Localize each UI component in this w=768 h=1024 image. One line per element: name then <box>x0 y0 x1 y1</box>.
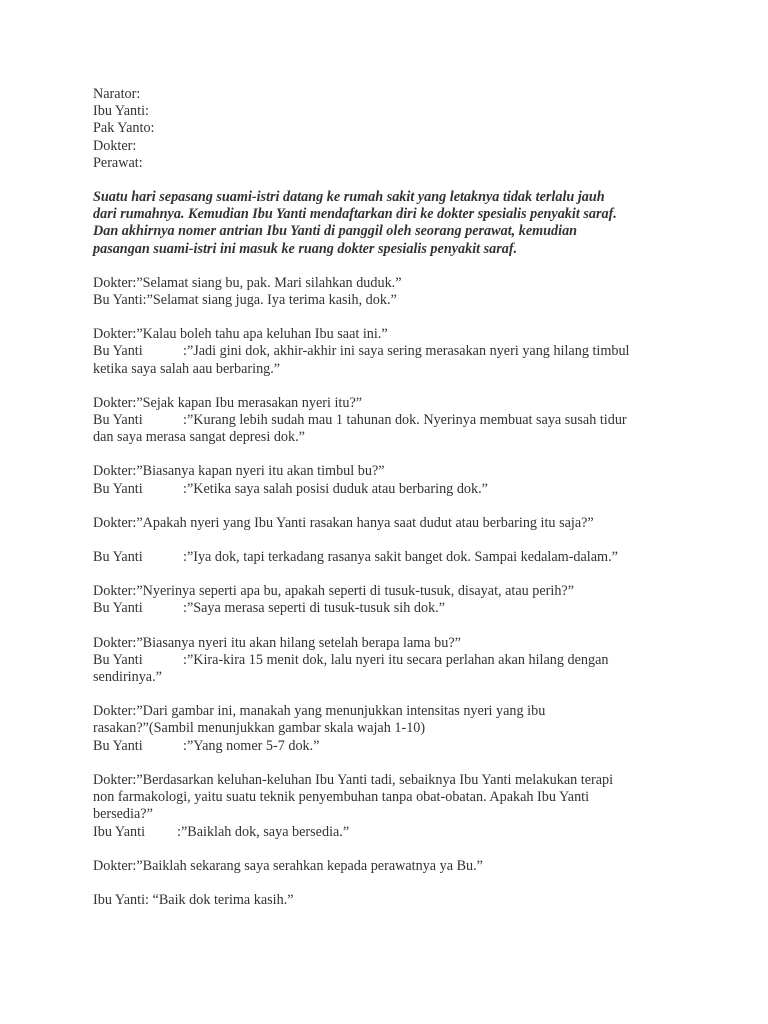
intro-line: dari rumahnya. Kemudian Ibu Yanti mendaftarkan diri ke dokter spesialis penyakit saraf. <box>93 206 617 223</box>
cast-list <box>93 86 683 172</box>
speaker-label: Bu Yanti <box>93 549 143 566</box>
dialog-block <box>93 326 683 378</box>
dialog-block <box>93 275 683 309</box>
speech-text: :”Jadi gini dok, akhir-akhir ini saya sering merasakan nyeri yang hilang timbul <box>183 343 630 360</box>
dialog-block <box>93 549 683 566</box>
cast-item: Perawat: <box>93 154 143 171</box>
dialog-line: rasakan?”(Sambil menunjukkan gambar skala wajah 1-10) <box>93 720 426 737</box>
dialog-line: Dokter:”Sejak kapan Ibu merasakan nyeri itu?” <box>93 394 363 411</box>
speaker-label: Bu Yanti <box>93 737 143 754</box>
dialog-line: dan saya merasa sangat depresi dok.” <box>93 429 305 446</box>
document-page <box>93 86 683 909</box>
dialog-line: Ibu Yanti: “Baik dok terima kasih.” <box>93 891 294 908</box>
speaker-label: Bu Yanti <box>93 412 143 429</box>
dialog-line: Dokter:”Kalau boleh tahu apa keluhan Ibu saat ini.” <box>93 326 388 343</box>
dialog-line: Dokter:”Nyerinya seperti apa bu, apakah seperti di tusuk-tusuk, disayat, atau perih?” <box>93 583 575 600</box>
dialog-line: Dokter:”Selamat siang bu, pak. Mari silahkan duduk.” <box>93 274 402 291</box>
dialog-line: Dokter:”Dari gambar ini, manakah yang menunjukkan intensitas nyeri yang ibu <box>93 703 546 720</box>
speech-text: :”Saya merasa seperti di tusuk-tusuk sih dok.” <box>183 600 446 617</box>
dialog-line <box>93 412 683 429</box>
dialog-line: Dokter:”Baiklah sekarang saya serahkan kepada perawatnya ya Bu.” <box>93 857 483 874</box>
dialog-block <box>93 463 683 497</box>
speech-text: :”Iya dok, tapi terkadang rasanya sakit banget dok. Sampai kedalam-dalam.” <box>183 549 618 566</box>
speech-text: :”Kurang lebih sudah mau 1 tahunan dok. Nyerinya membuat saya susah tidur <box>183 412 627 429</box>
dialog-line: Dokter:”Biasanya kapan nyeri itu akan timbul bu?” <box>93 463 385 480</box>
speaker-label: Bu Yanti <box>93 343 143 360</box>
dialog-block <box>93 583 683 617</box>
speech-text: :”Baiklah dok, saya bersedia.” <box>177 823 350 840</box>
dialog-line: Dokter:”Apakah nyeri yang Ibu Yanti rasakan hanya saat dudut atau berbaring itu saja?” <box>93 514 594 531</box>
cast-item: Dokter: <box>93 137 137 154</box>
speaker-label: Ibu Yanti <box>93 823 146 840</box>
dialog-block <box>93 703 683 755</box>
intro-line: pasangan suami-istri ini masuk ke ruang dokter spesialis penyakit saraf. <box>93 240 518 257</box>
cast-item: Narator: <box>93 86 141 102</box>
dialog-line <box>93 343 683 360</box>
speaker-label: Bu Yanti <box>93 651 143 668</box>
dialog-line: non farmakologi, yaitu suatu teknik penyembuhan tanpa obat-obatan. Apakah Ibu Yanti <box>93 789 590 806</box>
dialog-block <box>93 515 683 532</box>
speaker-label: Bu Yanti <box>93 600 143 617</box>
cast-item: Ibu Yanti: <box>93 103 149 120</box>
dialog-line <box>93 600 683 617</box>
dialog-block <box>93 892 683 909</box>
dialog-line: ketika saya salah aau berbaring.” <box>93 360 281 377</box>
intro-paragraph <box>93 189 683 258</box>
dialog-block <box>93 635 683 687</box>
dialog-block <box>93 772 683 841</box>
dialog-line <box>93 824 683 841</box>
speech-text: :”Yang nomer 5-7 dok.” <box>183 737 320 754</box>
speaker-label: Bu Yanti <box>93 480 143 497</box>
intro-line: Suatu hari sepasang suami-istri datang ke rumah sakit yang letaknya tidak terlalu jauh <box>93 189 605 206</box>
dialog-line: Dokter:”Biasanya nyeri itu akan hilang setelah berapa lama bu?” <box>93 634 461 651</box>
dialog-line <box>93 652 683 669</box>
dialog-line <box>93 549 683 566</box>
dialog-block <box>93 858 683 875</box>
dialog-line <box>93 481 683 498</box>
dialog-line <box>93 738 683 755</box>
intro-line: Dan akhirnya nomer antrian Ibu Yanti di panggil oleh seorang perawat, kemudian <box>93 223 578 240</box>
dialog-line: bersedia?” <box>93 806 153 823</box>
speech-text: :”Kira-kira 15 menit dok, lalu nyeri itu secara perlahan akan hilang dengan <box>183 651 609 668</box>
cast-item: Pak Yanto: <box>93 120 155 137</box>
dialog-line: Bu Yanti:”Selamat siang juga. Iya terima kasih, dok.” <box>93 292 397 309</box>
dialog-line: sendirinya.” <box>93 669 162 686</box>
speech-text: :”Ketika saya salah posisi duduk atau berbaring dok.” <box>183 480 488 497</box>
dialog-line: Dokter:”Berdasarkan keluhan-keluhan Ibu Yanti tadi, sebaiknya Ibu Yanti melakukan terapi <box>93 771 614 788</box>
dialog-block <box>93 395 683 447</box>
